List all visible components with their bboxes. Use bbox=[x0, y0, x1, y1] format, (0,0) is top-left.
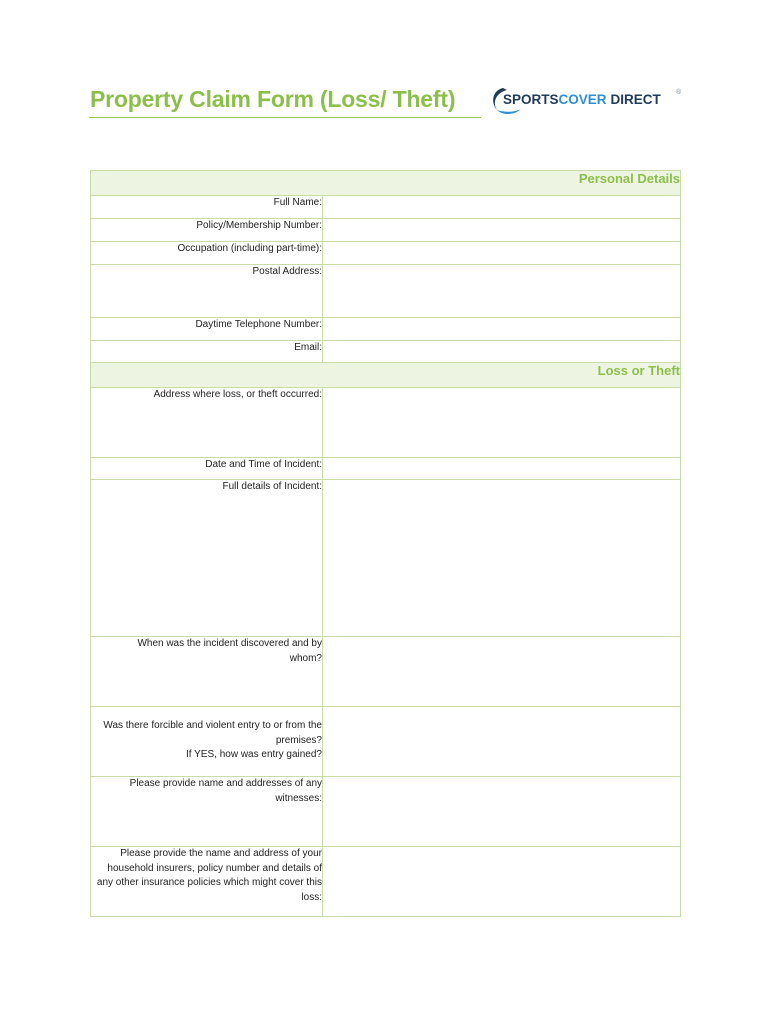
form-row-witnesses bbox=[91, 777, 681, 847]
email-input[interactable] bbox=[323, 341, 681, 363]
section-title-loss-or-theft: Loss or Theft bbox=[91, 363, 681, 388]
postal-address-label: Postal Address: bbox=[91, 265, 323, 318]
address-occurred-input[interactable] bbox=[323, 388, 681, 458]
title-underline bbox=[89, 117, 481, 118]
date-time-input[interactable] bbox=[323, 458, 681, 480]
claim-form-table bbox=[90, 170, 681, 917]
forcible-entry-label bbox=[91, 707, 323, 777]
email-label: Email: bbox=[91, 341, 323, 363]
forcible-entry-followup: If YES, how was entry gained? bbox=[185, 749, 322, 760]
section-header-row bbox=[91, 171, 681, 196]
daytime-phone-input[interactable] bbox=[323, 318, 681, 341]
occupation-label: Occupation (including part-time): bbox=[91, 242, 323, 265]
form-row-policy-number bbox=[91, 219, 681, 242]
forcible-entry-input[interactable] bbox=[323, 707, 681, 777]
form-row-full-details bbox=[91, 480, 681, 637]
witnesses-input[interactable] bbox=[323, 777, 681, 847]
daytime-phone-label: Daytime Telephone Number: bbox=[91, 318, 323, 341]
occupation-input[interactable] bbox=[323, 242, 681, 265]
date-time-label: Date and Time of Incident: bbox=[91, 458, 323, 480]
full-name-label: Full Name: bbox=[91, 196, 323, 219]
discovered-label: When was the incident discovered and by whom? bbox=[91, 637, 323, 707]
other-insurance-input[interactable] bbox=[323, 847, 681, 917]
form-row-daytime-phone bbox=[91, 318, 681, 341]
form-row-full-name bbox=[91, 196, 681, 219]
full-details-label: Full details of Incident: bbox=[91, 480, 323, 637]
policy-number-input[interactable] bbox=[323, 219, 681, 242]
form-row-date-time bbox=[91, 458, 681, 480]
registered-mark: ® bbox=[676, 89, 682, 96]
form-row-other-insurance bbox=[91, 847, 681, 917]
form-row-address-occurred bbox=[91, 388, 681, 458]
discovered-input[interactable] bbox=[323, 637, 681, 707]
forcible-entry-question: Was there forcible and violent entry to or from the premises? bbox=[103, 720, 322, 746]
other-insurance-label: Please provide the name and address of your household insurers, policy number and details of any other insurance policies which might cover this loss: bbox=[91, 847, 323, 917]
logo-text-direct: DIRECT bbox=[610, 92, 661, 107]
section-header-row bbox=[91, 363, 681, 388]
logo-text-cover: COVER bbox=[558, 92, 607, 107]
form-title: Property Claim Form (Loss/ Theft) bbox=[90, 86, 456, 112]
section-title-personal-details: Personal Details bbox=[91, 171, 681, 196]
form-row-email bbox=[91, 341, 681, 363]
form-row-postal-address bbox=[91, 265, 681, 318]
full-name-input[interactable] bbox=[323, 196, 681, 219]
full-details-input[interactable] bbox=[323, 480, 681, 637]
form-row-forcible-entry bbox=[91, 707, 681, 777]
logo-text-sports: SPORTS bbox=[503, 92, 559, 107]
sportscover-direct-logo bbox=[489, 82, 684, 118]
address-occurred-label: Address where loss, or theft occurred: bbox=[91, 388, 323, 458]
witnesses-label: Please provide name and addresses of any witnesses: bbox=[91, 777, 323, 847]
form-row-discovered bbox=[91, 637, 681, 707]
postal-address-input[interactable] bbox=[323, 265, 681, 318]
form-row-occupation bbox=[91, 242, 681, 265]
policy-number-label: Policy/Membership Number: bbox=[91, 219, 323, 242]
